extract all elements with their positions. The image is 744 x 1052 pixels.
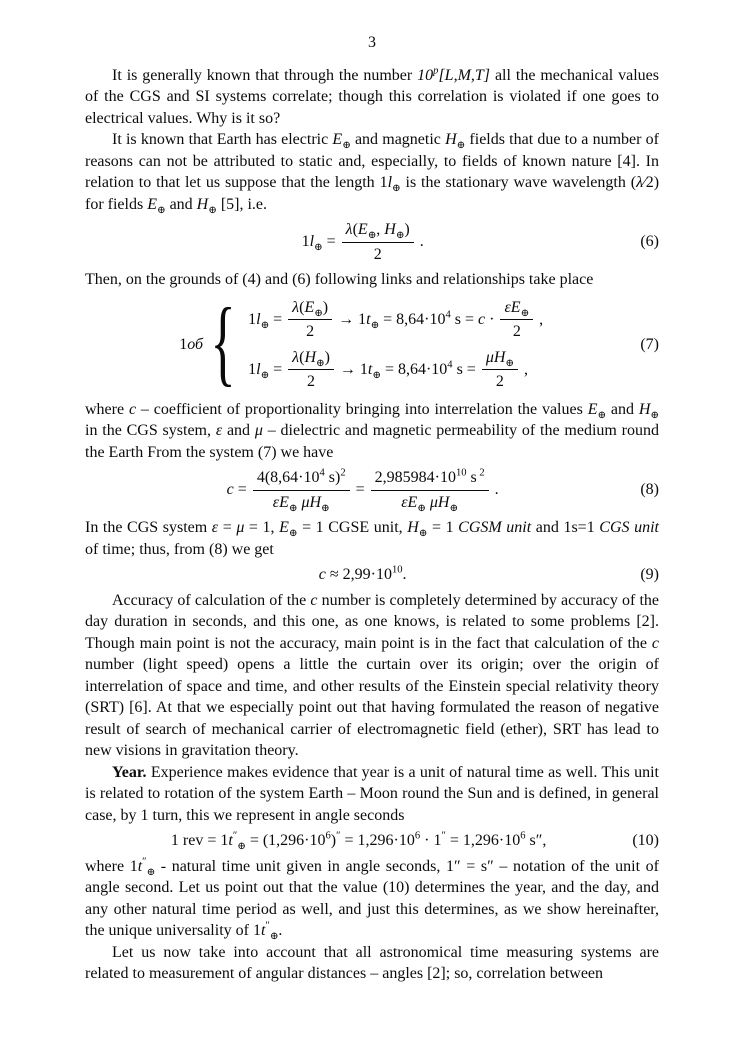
eq8-lhs: c =	[226, 481, 247, 499]
system-brace: {	[210, 287, 236, 395]
eq6-period: .	[419, 233, 424, 251]
eq7-row-2	[245, 347, 546, 393]
eq8-number: (8)	[640, 481, 659, 499]
equation-6	[85, 219, 659, 265]
paragraph-then-grounds: Then, on the grounds of (4) and (6) following links and relationships take place	[85, 271, 594, 288]
eq8-frac1-denominator: $\varepsilon E_\oplus$ $\mu H_\oplus$	[272, 493, 330, 514]
equation-9-body	[85, 564, 640, 586]
eq9-number: (9)	[640, 566, 659, 583]
eq7-row2-fraction-2	[482, 347, 518, 393]
eq9-expression: $c \approx 2,99\cdot 10^{10}$.	[318, 564, 407, 583]
eq7-row2-frac1-numerator: $\lambda(H_\oplus)$	[288, 347, 334, 371]
eq8-frac2-numerator: $2,985984\cdot 10^{10}$ s $^2$	[371, 467, 489, 491]
eq8-fraction-1	[253, 467, 350, 513]
eq7-row2-fraction-1	[288, 347, 334, 393]
paragraph-where-c: where c – coefficient of proportionality bringing into interrelation the values $E_\oplus$ and $H_\oplus$ in the CGS system, ε and μ – dielectric and magnetic permeability of the medium round the Earth From the system (7) we have	[85, 400, 659, 461]
eq7-row1-lhs: $1l_\oplus$ =	[248, 310, 283, 331]
paragraph-cgs-units: In the CGS system ε = μ = 1, $E_\oplus = 1$ CGSE unit, $H_\oplus = 1$ CGSM unit and 1s=1 CGS unit of time; thus, from (8) we get	[85, 519, 659, 558]
equation-9	[85, 564, 659, 586]
equation-7-body	[85, 287, 640, 395]
paragraph-where-natural-time: where $1t''_\oplus$ - natural time unit given in angle seconds, 1″ = s″ – notation of the unit of angle second. Let us point out that the value (10) determines the year, and the day, and any other natural time period as well, and just this determines, as we show hereinafter, the unique universality of $1t''_\oplus$.	[85, 856, 659, 943]
eq7-row-1	[245, 297, 546, 343]
eq7-row1-frac1-denominator: 2	[306, 323, 315, 340]
eq7-row2-lhs: $1l_\oplus$ =	[248, 360, 283, 381]
eq7-row2-middle: → $1t_\oplus = 8,64\cdot 10^4$ s =	[339, 359, 476, 381]
eq8-frac1-numerator: $4(8,64\cdot 10^4$ s)$^2$	[253, 467, 350, 491]
equation-7	[85, 287, 659, 395]
eq7-row1-comma: ,	[539, 310, 544, 328]
eq10-expression: 1 rev = $1t''_\oplus = (1,296\cdot 10^6)'' = 1,296\cdot 10^6 \cdot 1'' = 1,296\cdot 10^6$ s″,	[170, 830, 547, 853]
paragraph-astronomical-systems: Let us now take into account that all astronomical time measuring systems are related to measurement of angular distances – angles [2]; so, correlation between	[85, 943, 659, 982]
eq7-row2-frac2-denominator: 2	[495, 373, 504, 390]
eq7-row1-fraction-2	[500, 297, 533, 343]
paragraph-intro-cgs-si: It is generally known that through the number 10$^p$[L,M,T] all the mechanical values of the CGS and SI systems correlate; though this correlation is violated if one goes to electrical values. Why is it so?	[85, 65, 659, 127]
eq8-frac2-denominator: $\varepsilon E_\oplus$ $\mu H_\oplus$	[401, 493, 459, 514]
eq10-number: (10)	[632, 832, 659, 849]
eq7-row2-comma: ,	[524, 360, 528, 378]
eq6-lhs: $1l_\oplus$ =	[301, 233, 336, 254]
eq8-period: .	[494, 481, 499, 499]
eq7-row1-frac1-numerator: $\lambda(E_\oplus)$	[288, 297, 332, 321]
equation-10	[85, 830, 659, 852]
paragraph-earth-fields: It is known that Earth has electric $E_\oplus$ and magnetic $H_\oplus$ fields that due to a number of reasons can not be attributed to static and, especially, to fields of known nature [4]. In relation to that let us suppose that the length $1l_\oplus$ is the stationary wave wavelength (λ⁄2) for fields $E_\oplus$ and $H_\oplus$ [5], i.e.	[85, 131, 660, 216]
eq7-row2-frac1-denominator: 2	[307, 373, 316, 390]
eq7-number: (7)	[640, 335, 659, 353]
eq6-number: (6)	[640, 233, 659, 251]
eq7-row2-frac2-numerator: $\mu H_\oplus$	[482, 347, 518, 371]
eq7-row1-frac2-numerator: $\varepsilon E_\oplus$	[500, 297, 533, 321]
paragraph-year: Year. Experience makes evidence that year is a unit of natural time as well. This unit is related to rotation of the system Earth – Moon round the Sun and is defined, in general case, by 1 turn, this we represent in angle seconds	[85, 763, 659, 824]
paragraph-accuracy-srt: Accuracy of calculation of the c number is completely determined by accuracy of the day duration in seconds, and this one, as one knows, is related to some problems [2]. Though main point is not the accuracy, main point is in the fact that calculation of the c number (light speed) opens a little the curtain over its origin; over the origin of interrelation of space and time, and other results of the Einstein special relativity theory (SRT) [6]. At that we especially point out that having formulated the reason of negative result of search of mechanical carrier of electromagnetic field (ether), SRT has lead to new visions in gravitation theory.	[85, 591, 660, 759]
eq7-system-rows	[245, 295, 546, 395]
eq8-equals: =	[355, 481, 365, 499]
eq7-row1-fraction-1	[288, 297, 332, 343]
eq6-frac-denominator: 2	[373, 245, 382, 263]
eq7-system-label: 1об	[179, 335, 204, 353]
eq7-row1-middle: → $1t_\oplus = 8,64\cdot 10^4$ s = c ·	[338, 309, 495, 331]
eq7-row1-frac2-denominator: 2	[512, 323, 521, 340]
equation-8	[85, 467, 659, 513]
page-number: 3	[368, 34, 376, 51]
eq8-fraction-2	[371, 467, 489, 513]
equation-8-body	[85, 467, 640, 513]
eq6-fraction	[342, 219, 414, 265]
equation-6-body	[85, 219, 640, 265]
equation-10-body	[85, 830, 632, 852]
eq6-frac-numerator: $\lambda(E_\oplus$, $H_\oplus$)	[342, 219, 414, 243]
